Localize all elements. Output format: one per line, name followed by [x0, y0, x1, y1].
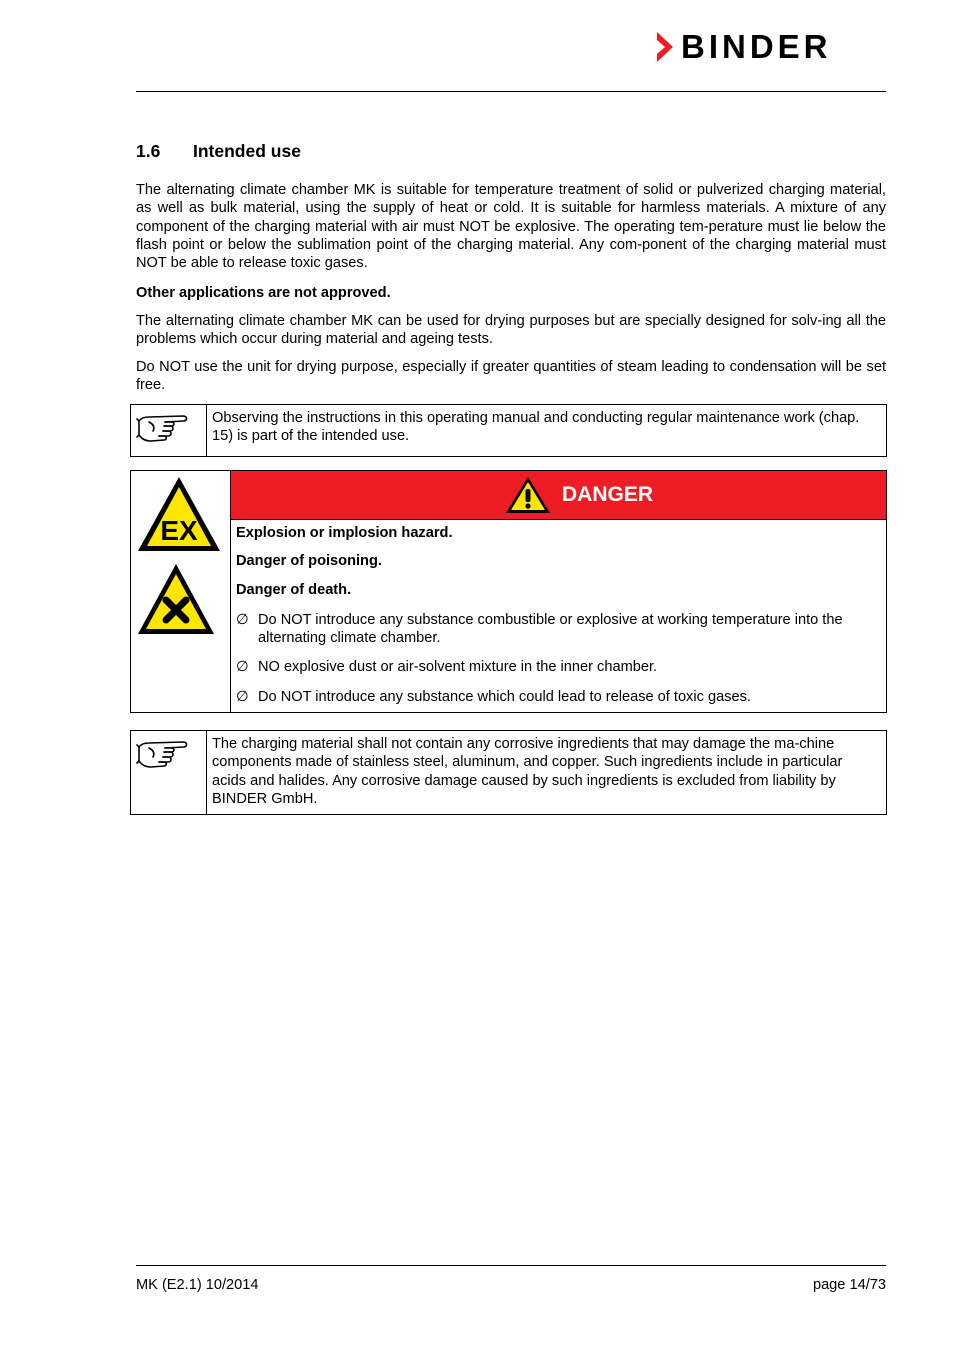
danger-line-explosion: Explosion or implosion hazard.	[236, 525, 453, 541]
section-number: 1.6	[136, 141, 161, 161]
footer-document-id: MK (E2.1) 10/2014	[136, 1277, 259, 1293]
note-icon-cell	[131, 731, 207, 815]
pointing-hand-icon	[131, 405, 206, 451]
danger-bullet	[236, 688, 880, 706]
logo-text: BINDER	[681, 28, 832, 65]
danger-bullet-text: Do NOT introduce any substance which could lead to release of toxic gases.	[258, 688, 751, 705]
explosive-atmosphere-warning-icon	[136, 475, 222, 553]
section-title: Intended use	[193, 141, 301, 161]
harmful-irritant-warning-icon	[136, 562, 216, 636]
section-heading	[136, 141, 301, 162]
pointing-hand-icon	[131, 731, 206, 777]
exclamation-warning-icon	[504, 475, 552, 515]
footer-rule	[136, 1265, 886, 1266]
note-box-corrosion	[130, 730, 887, 815]
danger-icons-cell	[131, 471, 231, 713]
danger-box	[130, 470, 887, 713]
danger-line-death: Danger of death.	[236, 581, 352, 598]
danger-bullet-text: Do NOT introduce any substance combustible or explosive at working temperature into the alternating climate chamber.	[258, 611, 843, 647]
paragraph-not-approved: Other applications are not approved.	[136, 285, 391, 301]
danger-line-poisoning: Danger of poisoning.	[236, 553, 382, 570]
danger-bullet	[236, 658, 880, 676]
header-rule	[136, 91, 886, 92]
svg-text:EX: EX	[160, 515, 198, 546]
note-icon-cell	[131, 405, 207, 457]
bullet-symbol: ∅	[236, 659, 249, 676]
binder-logo	[655, 30, 832, 64]
paragraph-drying: The alternating climate chamber MK can be used for drying purposes but are specially designed for solv-ing all the problems which occur during material and ageing tests.	[136, 313, 886, 348]
danger-bullet	[236, 611, 880, 648]
danger-body	[231, 520, 887, 713]
note-box-maintenance	[130, 404, 887, 457]
paragraph-steam-warning: Do NOT use the unit for drying purpose, especially if greater quantities of steam leading to condensation will be set free.	[136, 359, 886, 394]
binder-logo-arrow-icon	[655, 30, 675, 64]
note-text: Observing the instructions in this operating manual and conducting regular maintenance work (chap. 15) is part of the intended use.	[207, 405, 887, 457]
danger-header	[231, 471, 887, 520]
paragraph-intended-use: The alternating climate chamber MK is suitable for temperature treatment of solid or pulverized charging material, as well as bulk material, using the supply of heat or cold. It is suitable for harmless materials. A mixture of any component of the charging material with air must NOT be explosive. The operating tem-perature must lie below the flash point or below the sublimation point of the charging material. Any com-ponent of the charging material must NOT be able to release toxic gases.	[136, 182, 886, 272]
bullet-symbol: ∅	[236, 688, 249, 705]
note-text: The charging material shall not contain any corrosive ingredients that may damage the ma-chine components made of stainless steel, aluminum, and copper. Such ingredients include in particular acids and halides. Any corrosive damage caused by such ingredients is excluded from liability by BINDER GmbH.	[207, 731, 887, 815]
footer-page-number: page 14/73	[812, 1277, 886, 1293]
bullet-symbol: ∅	[236, 611, 249, 628]
danger-bullet-text: NO explosive dust or air-solvent mixture in the inner chamber.	[258, 659, 658, 676]
danger-label: DANGER	[562, 483, 654, 506]
